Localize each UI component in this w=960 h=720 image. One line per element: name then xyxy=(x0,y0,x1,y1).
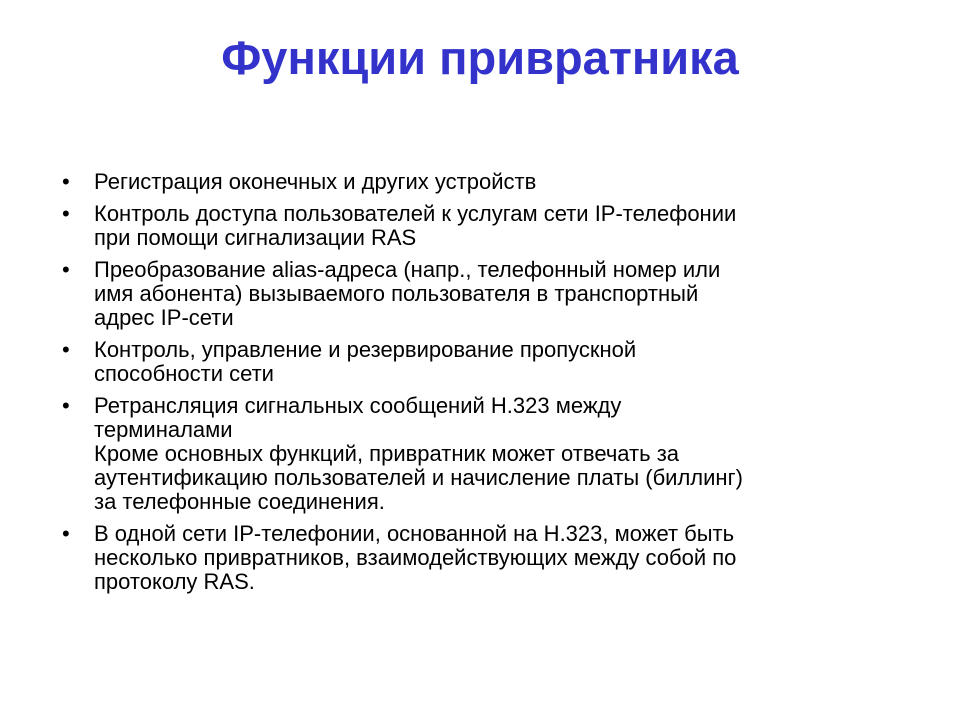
bullet-text: В одной сети IP-телефонии, основанной на H.323, может быть несколько привратников, взаимодействующих между собой по протоколу RAS. xyxy=(94,521,737,594)
bullet-text: Контроль доступа пользователей к услугам сети IP-телефонии при помощи сигнализации RAS xyxy=(94,201,737,250)
bullet-icon: • xyxy=(62,257,70,282)
bullet-text: Преобразование alias-адреса (напр., телефонный номер или имя абонента) вызываемого пользователя в транспортный адрес IP-сети xyxy=(94,257,721,330)
bullet-item-bandwidth-control xyxy=(0,338,960,386)
bullet-item-signal-relay xyxy=(0,394,960,514)
bullet-text: Регистрация оконечных и других устройств xyxy=(94,169,537,194)
bullet-item-multiple-gatekeepers xyxy=(0,522,960,594)
bullet-icon: • xyxy=(62,337,70,362)
bullet-item-address-translation xyxy=(0,258,960,330)
bullet-icon: • xyxy=(62,521,70,546)
bullet-text: Ретрансляция сигнальных сообщений H.323 между терминалами Кроме основных функций, привратник может отвечать за аутентификацию пользователей и начисление платы (биллинг) за телефонные соединения. xyxy=(94,393,743,514)
bullet-text: Контроль, управление и резервирование пропускной способности сети xyxy=(94,337,637,386)
bullet-item-registration xyxy=(0,170,960,194)
bullet-icon: • xyxy=(62,393,70,418)
bullet-icon: • xyxy=(62,201,70,226)
bullet-list xyxy=(0,170,960,602)
bullet-icon: • xyxy=(62,169,70,194)
bullet-item-access-control xyxy=(0,202,960,250)
slide-title: Функции привратника xyxy=(221,31,739,84)
